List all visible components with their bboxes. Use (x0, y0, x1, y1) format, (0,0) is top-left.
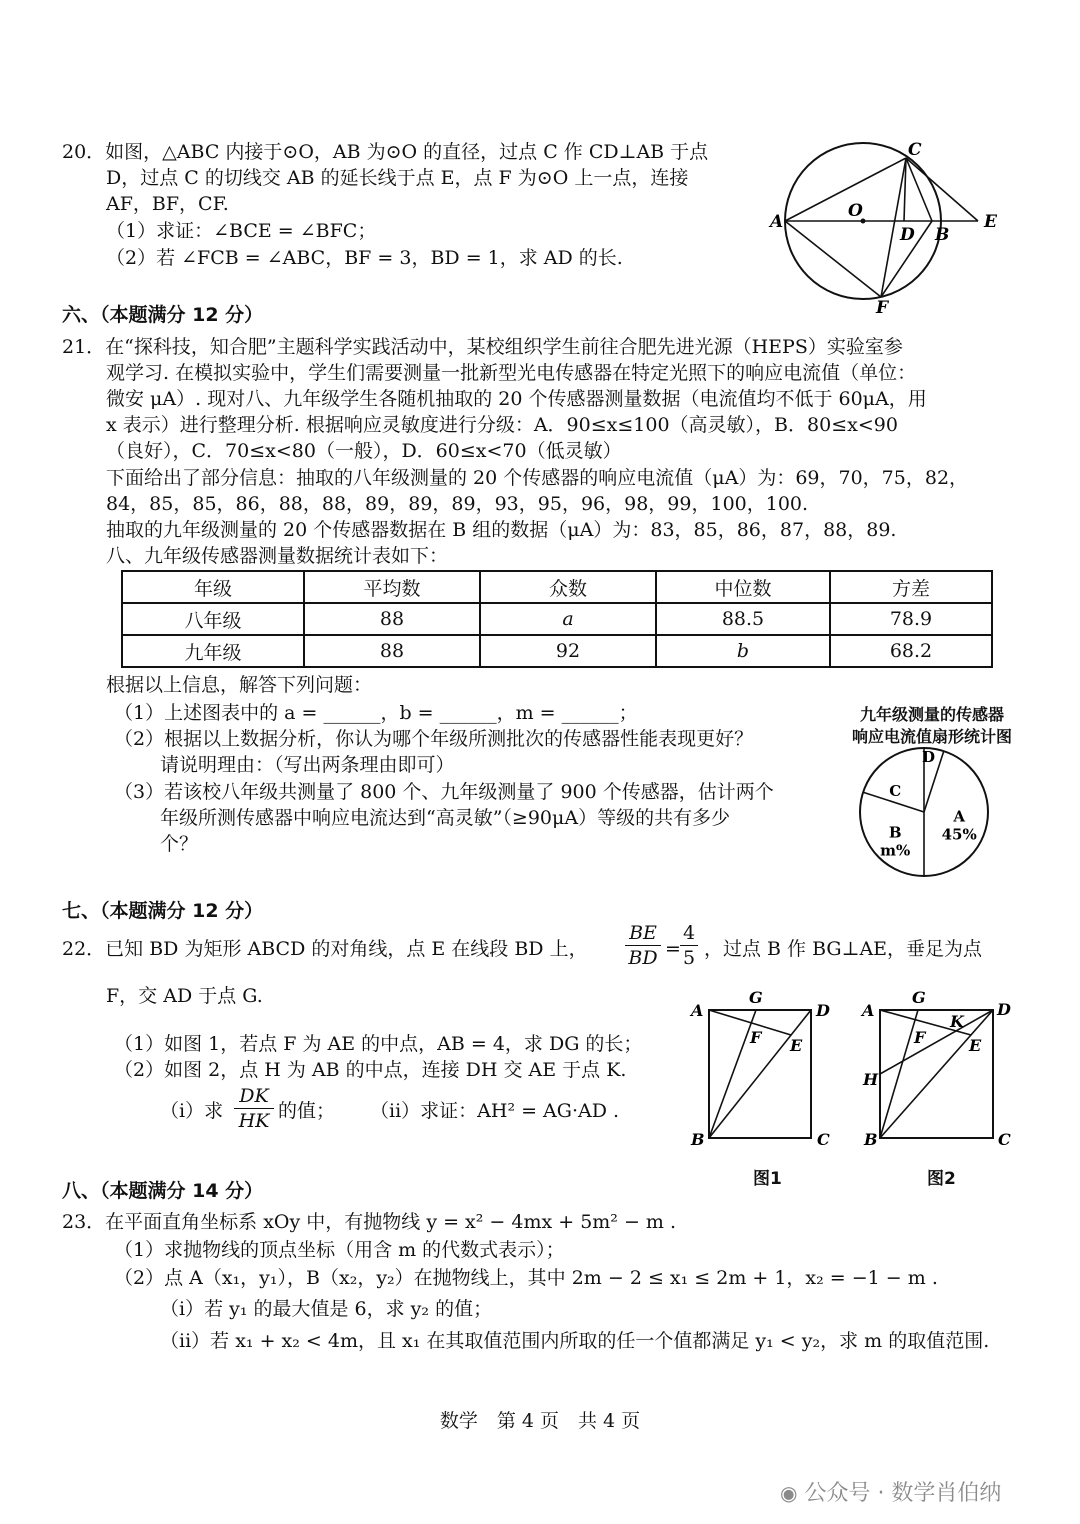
fig2-label-g: G (912, 988, 926, 1007)
q21-line8: 抽取的九年级测量的 20 个传感器数据在 B 组的数据（μA）为：83，85，86，87，88，89. (106, 519, 897, 541)
table-header: 众数 (480, 571, 656, 603)
q22-line1a: 22．已知 BD 为矩形 ABCD 的对角线，点 E 在线段 BD 上， (62, 938, 588, 960)
q20-part1: （1）求证：∠BCE = ∠BFC； (106, 220, 377, 242)
fig2-label-b: B (864, 1130, 878, 1149)
table-header-row (122, 571, 992, 603)
label-c: C (908, 140, 922, 160)
q21-line4: x 表示）进行整理分析. 根据响应灵敏度进行分级：A．90≤x≤100（高灵敏），B．80≤x<90 (106, 414, 898, 436)
table-row (122, 635, 992, 667)
pie-label-c: C (889, 782, 902, 800)
q23-part1: （1）求抛物线的顶点坐标（用含 m 的代数式表示）； (114, 1239, 565, 1261)
q21-part3c: 个？ (160, 833, 199, 855)
table-header: 中位数 (656, 571, 830, 603)
wechat-icon: ◉ (780, 1481, 798, 1505)
table-cell: 92 (480, 635, 656, 667)
table-header: 年级 (122, 571, 304, 603)
q23-part2i: （i）若 y₁ 的最大值是 6，求 y₂ 的值； (160, 1298, 493, 1320)
section-8-heading: 八、（本题满分 14 分） (62, 1180, 264, 1202)
fig1-label-a: A (691, 1001, 704, 1020)
pie-label-d: D (921, 748, 935, 767)
q23-part2ii: （ii）若 x₁ + x₂ < 4m，且 x₁ 在其取值范围内所取的任一个值都满足 y₁ < y₂，求 m 的取值范围. (160, 1330, 990, 1352)
val-denominator: 5 (682, 947, 696, 969)
q22-line2: F，交 AD 于点 G. (106, 985, 263, 1007)
val-numerator: 4 (682, 922, 696, 944)
table-cell: 68.2 (830, 635, 992, 667)
table-cell: 88.5 (656, 603, 830, 635)
q22-figure-2 (856, 985, 1026, 1160)
fig2-label-c: C (998, 1130, 1011, 1149)
q20-line3: AF，BF，CF. (106, 193, 229, 215)
table-cell: a (480, 603, 656, 635)
q23-part2: （2）点 A（x₁，y₁），B（x₂，y₂）在抛物线上，其中 2m − 2 ≤ x₁ ≤ 2m + 1，x₂ = −1 − m . (114, 1267, 938, 1289)
label-b: B (935, 225, 950, 245)
q21-line7: 84，85，85，86，88，88，89，89，89，93，95，96，98，99，100，100. (106, 493, 809, 515)
q22-part2i-a: （i）求 (160, 1100, 224, 1122)
q22-ratio-fraction (625, 922, 661, 969)
hk-denominator: HK (238, 1110, 270, 1132)
frac-denominator: BD (628, 947, 658, 969)
fig2-label-h: H (863, 1070, 879, 1089)
q22-part2i-b: 的值； (278, 1100, 336, 1122)
q21-line5: （良好），C．70≤x<80（一般），D．60≤x<70（低灵敏） (106, 440, 622, 462)
fig1-label-b: B (691, 1130, 705, 1149)
label-d: D (900, 225, 915, 245)
figure-1-caption: 图1 (753, 1169, 782, 1189)
table-header: 平均数 (304, 571, 480, 603)
fig2-label-e: E (969, 1036, 982, 1055)
fig2-label-a: A (862, 1001, 875, 1020)
q23-line1: 23．在平面直角坐标系 xOy 中，有抛物线 y = x² − 4mx + 5m² − m . (62, 1211, 677, 1233)
fig2-label-k: K (950, 1012, 964, 1031)
fig2-label-d: D (997, 1000, 1011, 1019)
q22-line1b: ，过点 B 作 BG⊥AE，垂足为点 (704, 938, 983, 960)
watermark (780, 1476, 1001, 1507)
q22-part2: （2）如图 2，点 H 为 AB 的中点，连接 DH 交 AE 于点 K. (114, 1059, 627, 1081)
q21-line9: 八、九年级传感器测量数据统计表如下： (106, 545, 449, 567)
fig2-label-f: F (914, 1028, 926, 1047)
q20-line1: 20．如图，△ABC 内接于⊙O，AB 为⊙O 的直径，过点 C 作 CD⊥AB 于点 (62, 141, 709, 163)
q20-part2: （2）若 ∠FCB = ∠ABC，BF = 3，BD = 1，求 AD 的长. (106, 247, 623, 269)
q21-part3b: 年级所测传感器中响应电流达到“高灵敏”（≥90μA）等级的共有多少 (160, 807, 731, 829)
stats-table (121, 570, 993, 668)
q21-part2b: 请说明理由：（写出两条理由即可） (160, 754, 455, 776)
q21-ask: 根据以上信息，解答下列问题： (106, 674, 373, 696)
figure-2-caption: 图2 (927, 1169, 956, 1189)
frac-numerator: BE (629, 922, 657, 944)
fig1-label-d: D (816, 1001, 830, 1020)
pie-title-line1: 九年级测量的传感器 (859, 705, 1004, 724)
pie-chart (852, 745, 1002, 880)
table-cell: 78.9 (830, 603, 992, 635)
label-e: E (984, 212, 997, 232)
fig1-label-g: G (749, 988, 763, 1007)
fig1-label-e: E (790, 1036, 803, 1055)
table-cell: b (656, 635, 830, 667)
q21-part1: （1）上述图表中的 a = ______，b = ______，m = ______； (114, 702, 638, 724)
table-cell: 八年级 (122, 603, 304, 635)
pie-value-b: m% (880, 841, 911, 860)
q21-line1: 21．在“探科技，知合肥”主题科学实践活动中，某校组织学生前往合肥先进光源（HEPS）实验室参 (62, 336, 903, 358)
pie-value-a: 45% (941, 825, 977, 844)
q21-line3: 微安 μA）. 现对八、九年级学生各随机抽取的 20 个传感器测量数据（电流值均不低于 60μA，用 (106, 388, 927, 410)
table-cell: 88 (304, 635, 480, 667)
q20-circle-figure (760, 135, 1010, 315)
label-a: A (770, 212, 784, 232)
table-cell: 88 (304, 603, 480, 635)
table-header: 方差 (830, 571, 992, 603)
page-footer: 数学 第 4 页 共 4 页 (439, 1410, 641, 1432)
section-6-heading: 六、（本题满分 12 分） (62, 304, 264, 326)
q22-value-fraction (680, 922, 698, 969)
section-7-heading: 七、（本题满分 12 分） (62, 900, 264, 922)
q22-part2ii: （ii）求证：AH² = AG·AD . (370, 1100, 620, 1122)
q22-eq: = (665, 938, 681, 960)
q22-part1: （1）如图 1，若点 F 为 AE 的中点，AB = 4，求 DG 的长； (114, 1033, 643, 1055)
dk-numerator: DK (239, 1085, 269, 1107)
q21-part3a: （3）若该校八年级共测量了 800 个、九年级测量了 900 个传感器，估计两个 (114, 781, 774, 803)
table-row (122, 603, 992, 635)
pie-label-a: A (953, 807, 966, 826)
watermark-text: 公众号 · 数学肖伯纳 (804, 1481, 1002, 1506)
fig1-label-c: C (817, 1130, 830, 1149)
label-f: F (876, 298, 889, 315)
q20-line2: D，过点 C 的切线交 AB 的延长线于点 E，点 F 为⊙O 上一点，连接 (106, 167, 689, 189)
pie-title-line2: 响应电流值扇形统计图 (851, 727, 1012, 746)
q21-line6: 下面给出了部分信息：抽取的八年级测量的 20 个传感器的响应电流值（μA）为：69，70，75，82， (106, 467, 969, 489)
pie-label-b: B (888, 823, 902, 842)
q22-dk-hk-fraction (234, 1085, 274, 1132)
table-cell: 九年级 (122, 635, 304, 667)
q22-figure-1 (686, 985, 846, 1160)
fig1-label-f: F (750, 1028, 762, 1047)
label-o: O (848, 201, 863, 221)
q21-part2a: （2）根据以上数据分析，你认为哪个年级所测批次的传感器性能表现更好？ (114, 728, 754, 750)
q21-line2: 观学习. 在模拟实验中，学生们需要测量一批新型光电传感器在特定光照下的响应电流值（单位： (106, 362, 917, 384)
